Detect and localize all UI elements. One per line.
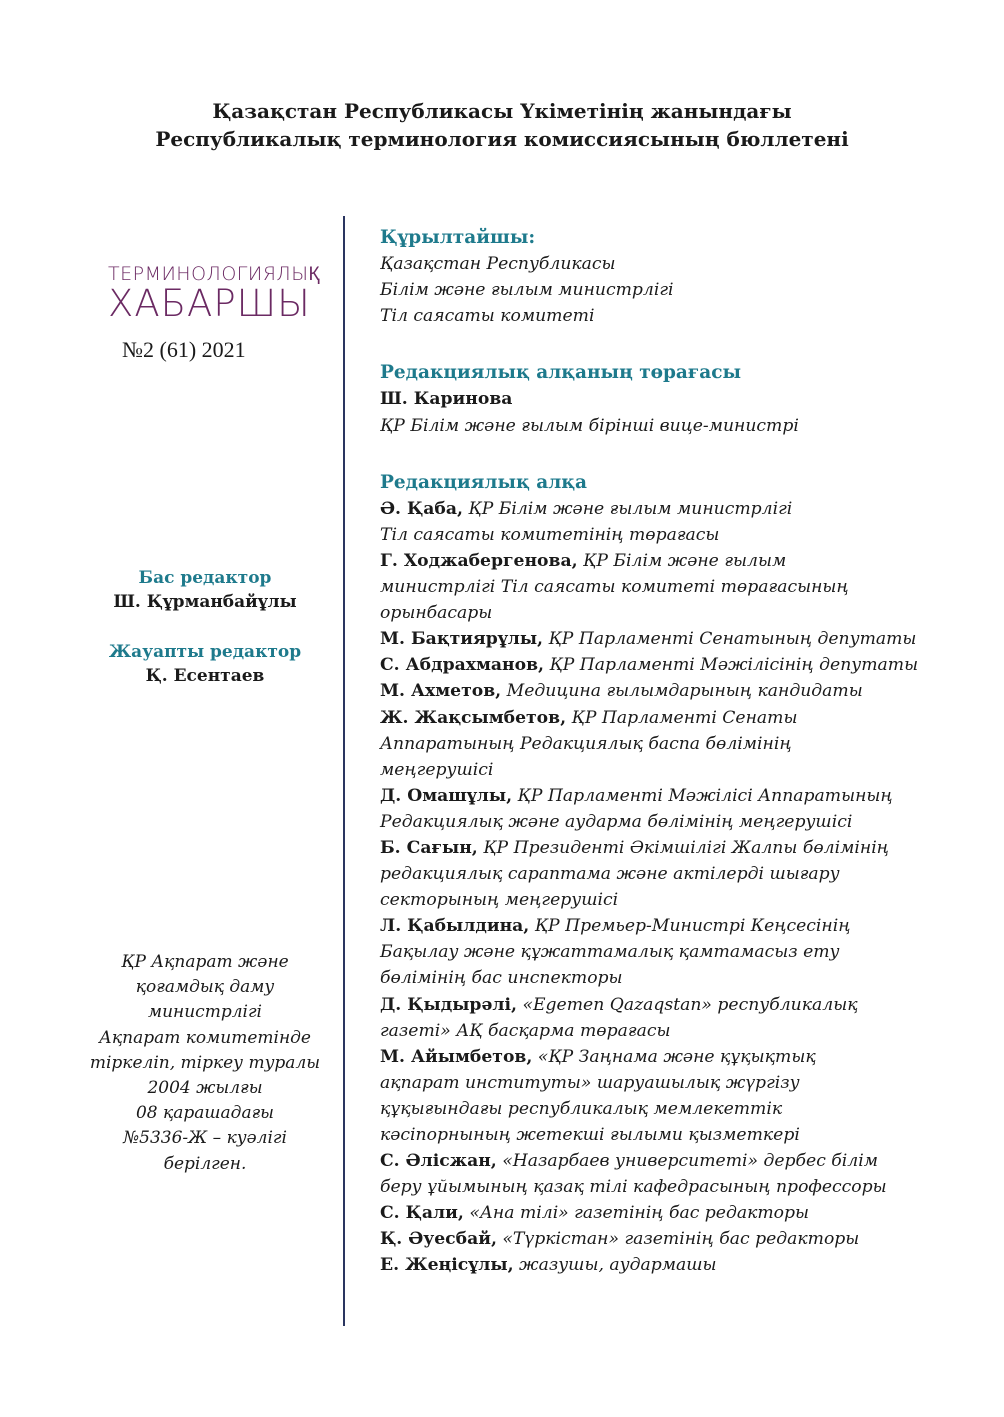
registration-line: қоғамдық даму xyxy=(135,977,275,998)
responsible-editor-name: Қ. Есентаев xyxy=(145,666,265,686)
board-member-position: ҚР Білім және ғылым министрлігі xyxy=(462,498,793,519)
board-member-line xyxy=(380,1044,980,1070)
board-member-name: Д. Қыдырәлі, xyxy=(380,994,518,1015)
board-member-position: құқығындағы республикалық мемлекеттік xyxy=(380,1098,783,1119)
board-member-line xyxy=(380,783,980,809)
board-member-name: С. Әлісжан, xyxy=(380,1151,497,1172)
board-member-position: бөлімінің бас инспекторы xyxy=(380,968,623,989)
board-member-line xyxy=(380,757,980,783)
board-member-position: «Egemen Qazaqstan» республикалық xyxy=(517,994,858,1015)
board-member-line xyxy=(380,939,980,965)
board-member-line xyxy=(380,913,980,939)
board-member-line xyxy=(380,809,980,835)
board-member-line xyxy=(380,1200,980,1226)
board-member-line xyxy=(380,731,980,757)
board-member-position: ҚР Парламенті Мәжілісінің депутаты xyxy=(544,655,919,676)
board-member-position: «Түркістан» газетінің бас редакторы xyxy=(496,1229,860,1250)
board-member-name: Қ. Әуесбай, xyxy=(380,1229,497,1250)
registration-note xyxy=(60,950,350,1177)
board-member-line xyxy=(380,548,980,574)
board-member-position: меңгерушісі xyxy=(380,759,494,780)
logo-top-word: ТЕРМИНОЛОГИЯЛЫҚ xyxy=(108,263,321,285)
board-member-line xyxy=(380,1122,980,1148)
board-member-position: Редакциялық және аударма бөлімінің меңгерушісі xyxy=(380,811,853,832)
board-member-line xyxy=(380,835,980,861)
board-member-line xyxy=(380,678,980,704)
logo-bottom-word: ХАБАРШЫ xyxy=(108,282,311,325)
chair-name: Ш. Каринова xyxy=(380,389,513,410)
founder-line: Білім және ғылым министрлігі xyxy=(380,280,674,301)
board-member-name: С. Абдрахманов, xyxy=(380,655,545,676)
board-member-position: «Ана тілі» газетінің бас редакторы xyxy=(463,1203,810,1224)
board-member-name: Б. Сағын, xyxy=(380,837,478,858)
document-header xyxy=(0,97,1004,153)
board-member-line xyxy=(380,965,980,991)
board-title: Редакциялық алқа xyxy=(380,471,587,493)
editors-block xyxy=(60,566,350,714)
board-member-name: Д. Омашұлы, xyxy=(380,785,513,806)
registration-line: берілген. xyxy=(163,1153,247,1174)
founder-lines xyxy=(380,251,980,329)
board-member-position: орынбасары xyxy=(380,603,493,624)
board-member-position: «ҚР Заңнама және құқықтық xyxy=(532,1046,816,1067)
chair-position: ҚР Білім және ғылым бірінші вице-министрі xyxy=(380,415,799,436)
header-line-2: Республикалық терминология комиссиясының бюллетені xyxy=(155,127,849,151)
board-member-line xyxy=(380,1018,980,1044)
board-member-line xyxy=(380,992,980,1018)
board-member-position: «Назарбаев университеті» дербес білім xyxy=(496,1151,878,1172)
founder-line: Тіл саясаты комитеті xyxy=(380,306,595,327)
registration-line: №5336-Ж – куәлігі xyxy=(123,1128,287,1149)
board-member-name: Е. Жеңісұлы, xyxy=(380,1255,514,1276)
board-member-line xyxy=(380,574,980,600)
board-member-name: М. Ахметов, xyxy=(380,681,502,702)
board-member-line xyxy=(380,887,980,913)
issue-number: №2 (61) 2021 xyxy=(122,337,246,362)
registration-line: министрлігі xyxy=(147,1002,262,1023)
board-member-line xyxy=(380,652,980,678)
board-member-position: ақпарат институты» шаруашылық жүргізу xyxy=(380,1072,800,1093)
board-member-name: М. Айымбетов, xyxy=(380,1046,533,1067)
responsible-editor-role: Жауапты редактор xyxy=(108,642,302,662)
board-member-name: Л. Қабылдина, xyxy=(380,916,530,937)
chair-title: Редакциялық алқаның төрағасы xyxy=(380,362,742,384)
board-member-line xyxy=(380,1174,980,1200)
board-member-position: Медицина ғылымдарының кандидаты xyxy=(501,681,863,702)
board-member-position: ҚР Парламенті Сенатының депутаты xyxy=(543,629,917,650)
board-member-position: кәсіпорнының жетекші ғылыми қызметкері xyxy=(380,1125,800,1145)
board-member-position: редакциялық сараптама және актілерді шығару xyxy=(380,864,840,885)
board-member-position: ҚР Президенті Әкімшілігі Жалпы бөлімінің xyxy=(477,837,889,858)
board-member-position: беру ұйымының қазақ тілі кафедрасының профессоры xyxy=(380,1177,887,1198)
founder-title: Құрылтайшы: xyxy=(380,227,536,248)
board-member-position: ҚР Премьер-Министрі Кеңсесінің xyxy=(529,916,851,937)
board-member-position: ҚР Парламенті Сенаты xyxy=(566,707,798,728)
header-line-1: Қазақстан Республикасы Үкіметінің жанындағы xyxy=(212,99,792,123)
board-member-position: Тіл саясаты комитетінің төрағасы xyxy=(380,524,720,545)
board-member-line xyxy=(380,496,980,522)
board-list xyxy=(380,496,980,1279)
board-member-position: секторының меңгерушісі xyxy=(380,890,619,911)
journal-logo xyxy=(108,263,320,323)
board-member-line xyxy=(380,600,980,626)
board-member-name: Г. Ходжабергенова, xyxy=(380,550,578,571)
board-member-line xyxy=(380,522,980,548)
board-member-line xyxy=(380,1070,980,1096)
board-member-line xyxy=(380,861,980,887)
board-member-position: жазушы, аудармашы xyxy=(513,1255,717,1276)
chief-editor-name: Ш. Құрманбайұлы xyxy=(113,592,297,612)
board-member-position: ҚР Парламенті Мәжілісі Аппаратының xyxy=(512,785,893,806)
editorial-column xyxy=(380,225,980,1279)
board-member-position: газеті» АҚ басқарма төрағасы xyxy=(380,1020,671,1041)
board-member-name: М. Бақтиярұлы, xyxy=(380,629,544,650)
board-member-line xyxy=(380,1096,980,1122)
board-member-line xyxy=(380,1148,980,1174)
registration-line: Ақпарат комитетінде xyxy=(99,1027,311,1048)
board-member-name: Ә. Қаба, xyxy=(380,498,463,519)
board-member-name: Ж. Жақсымбетов, xyxy=(380,707,567,728)
registration-line: 2004 жылғы xyxy=(147,1078,263,1099)
board-member-position: Аппаратының Редакциялық баспа бөлімінің xyxy=(380,733,792,754)
board-member-line xyxy=(380,1226,980,1252)
founder-line: Қазақстан Республикасы xyxy=(380,254,616,275)
board-member-position: Бақылау және құжаттамалық қамтамасыз ету xyxy=(380,942,840,963)
chief-editor-role: Бас редактор xyxy=(138,568,272,588)
registration-line: 08 қарашадағы xyxy=(135,1103,275,1124)
board-member-line xyxy=(380,1252,980,1278)
registration-line: тіркеліп, тіркеу туралы xyxy=(89,1052,321,1073)
registration-line: ҚР Ақпарат және xyxy=(121,952,289,972)
board-member-name: С. Қали, xyxy=(380,1203,464,1224)
board-member-line xyxy=(380,626,980,652)
board-member-position: ҚР Білім және ғылым xyxy=(577,550,787,571)
board-member-line xyxy=(380,705,980,731)
board-member-position: министрлігі Тіл саясаты комитеті төрағасының xyxy=(380,577,849,598)
